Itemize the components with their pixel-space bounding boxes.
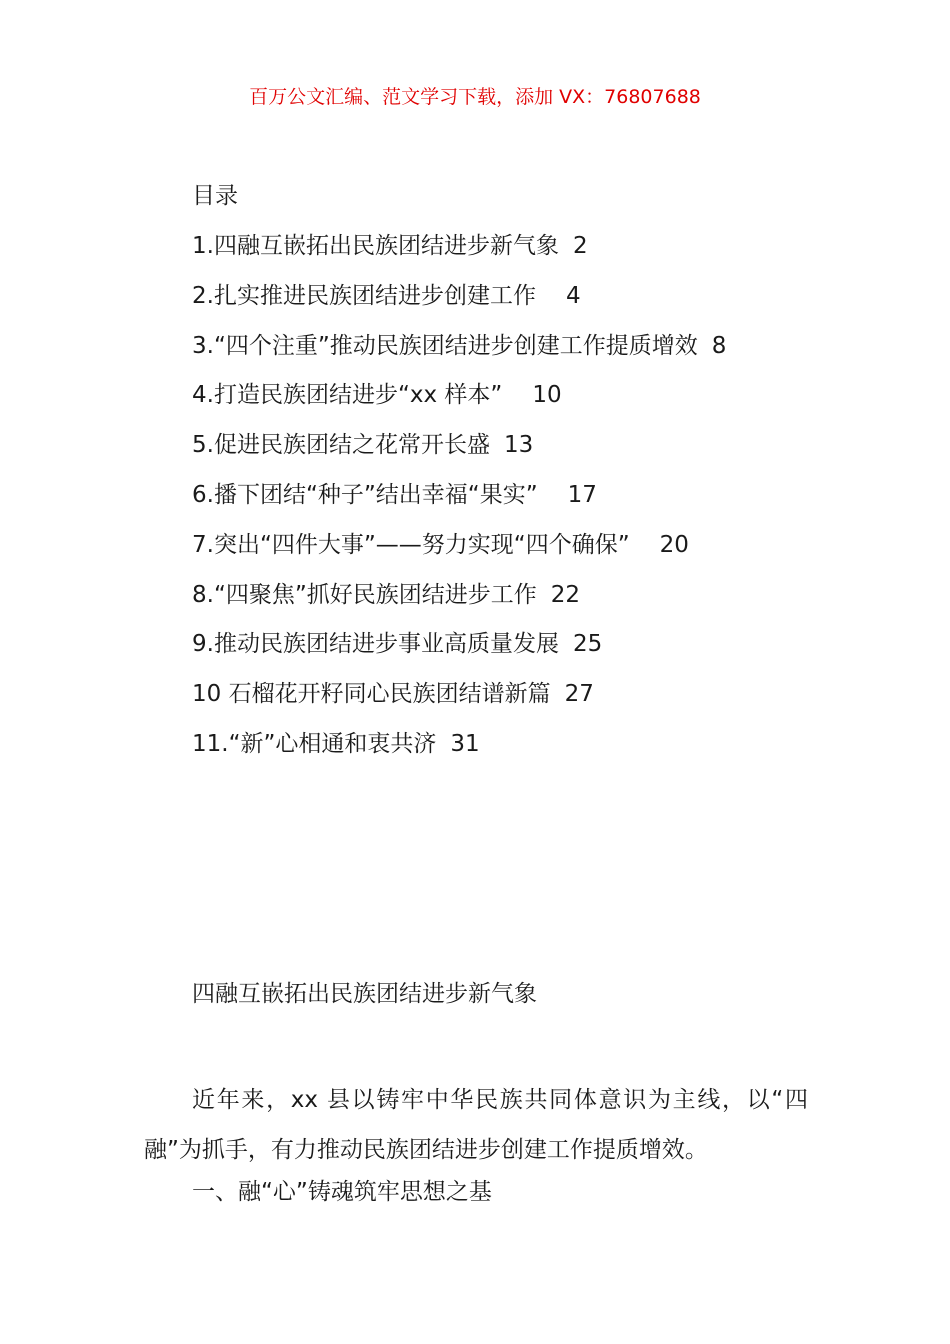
toc-item (192, 330, 726, 380)
toc-item-page: 4 (565, 282, 581, 309)
toc-item-page: 31 (450, 730, 480, 757)
section-subheading: 一、融“心”铸魂筑牢思想之基 (192, 1179, 492, 1205)
toc-item-page: 17 (567, 481, 597, 508)
toc-item-label: 1.四融互嵌拓出民族团结进步新气象 (192, 233, 559, 259)
table-of-contents (192, 230, 726, 778)
toc-item (192, 628, 726, 678)
watermark-header: 百万公文汇编、范文学习下载，添加 VX：76807688 (249, 86, 701, 108)
toc-item-page: 25 (572, 631, 603, 658)
toc-item-page: 27 (564, 681, 594, 708)
toc-item-label: 8.“四聚焦”抓好民族团结进步工作 (192, 581, 537, 608)
toc-item (192, 728, 726, 778)
toc-item (192, 280, 726, 330)
toc-item-label: 10 石榴花开籽同心民族团结谱新篇 (192, 681, 551, 708)
toc-item-page: 22 (550, 581, 581, 608)
toc-item-label: 6.播下团结“种子”结出幸福“果实” (192, 481, 538, 508)
toc-item-label: 5.促进民族团结之花常开长盛 (192, 432, 490, 459)
toc-item-page: 20 (659, 531, 689, 558)
toc-item-page: 10 (532, 382, 562, 409)
toc-item-label: 3.“四个注重”推动民族团结进步创建工作提质增效 (192, 332, 698, 359)
toc-item-label: 4.打造民族团结进步“xx 样本” (192, 382, 503, 409)
article-title: 四融互嵌拓出民族团结进步新气象 (192, 981, 537, 1007)
toc-item-label: 11.“新”心相通和衷共济 (192, 730, 437, 757)
toc-item (192, 579, 726, 629)
toc-item (192, 230, 726, 280)
toc-title: 目录 (192, 183, 238, 209)
toc-item (192, 429, 726, 479)
toc-item (192, 479, 726, 529)
toc-item-page: 2 (572, 233, 588, 259)
toc-item (192, 529, 726, 579)
toc-item (192, 678, 726, 728)
toc-item-label: 9.推动民族团结进步事业高质量发展 (192, 631, 559, 658)
toc-item-page: 8 (711, 332, 727, 359)
body-paragraph: 近年来，xx 县以铸牢中华民族共同体意识为主线，以“四融”为抓手，有力推动民族团结进步创建工作提质增效。 (144, 1087, 808, 1163)
toc-item-label: 7.突出“四件大事”——努力实现“四个确保” (192, 531, 630, 558)
toc-item-page: 13 (503, 432, 534, 459)
toc-item-label: 2.扎实推进民族团结进步创建工作 (192, 282, 536, 309)
toc-item (192, 379, 726, 429)
